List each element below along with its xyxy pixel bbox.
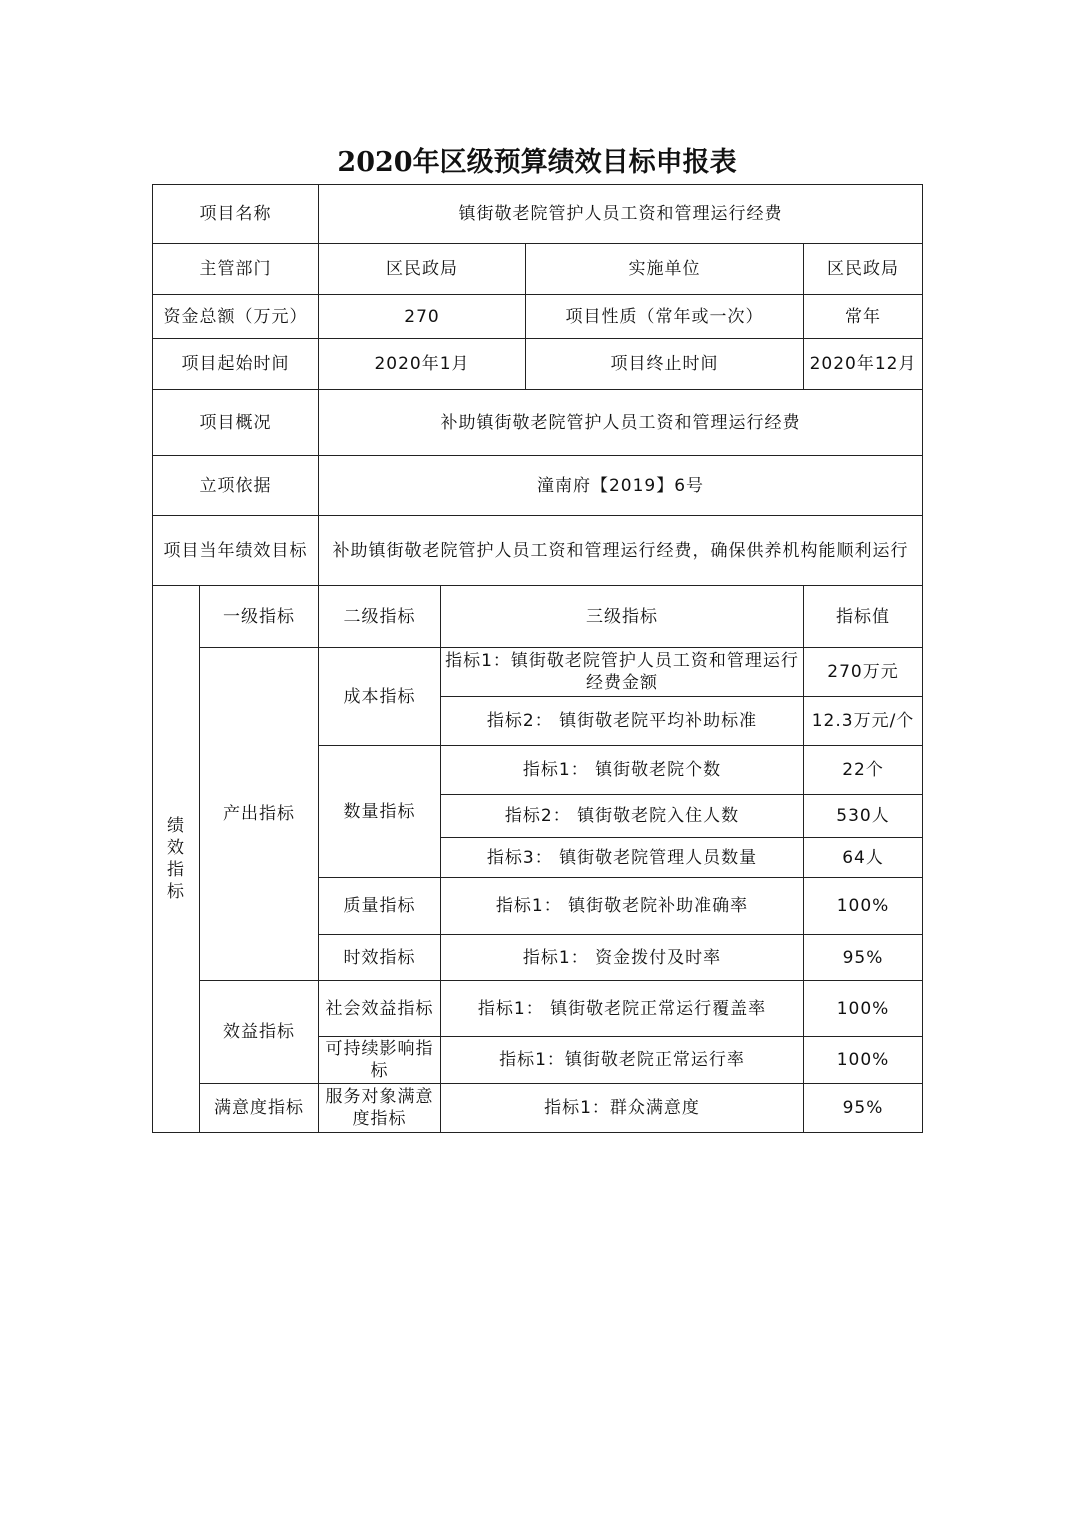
budget-form-table <box>152 184 923 1133</box>
department-label: 主管部门 <box>153 244 319 295</box>
end-time-value: 2020年12月 <box>804 339 923 390</box>
indicator-text: 指标1：镇街敬老院正常运行率 <box>441 1037 804 1084</box>
project-name-value: 镇街敬老院管护人员工资和管理运行经费 <box>319 185 923 244</box>
department-value: 区民政局 <box>319 244 526 295</box>
indicator-text: 指标2： 镇街敬老院平均补助标准 <box>441 697 804 746</box>
overview-label: 项目概况 <box>153 390 319 456</box>
row-indicator-headers <box>153 586 923 648</box>
nature-label: 项目性质（常年或一次） <box>526 295 804 339</box>
start-time-value: 2020年1月 <box>319 339 526 390</box>
value-header: 指标值 <box>804 586 923 648</box>
indicator-text: 指标1：群众满意度 <box>441 1084 804 1133</box>
start-time-label: 项目起始时间 <box>153 339 319 390</box>
benefit-indicator-label: 效益指标 <box>200 981 319 1084</box>
row-basis <box>153 456 923 516</box>
table-row <box>153 648 923 697</box>
timeliness-indicator-label: 时效指标 <box>319 935 441 981</box>
indicator-text: 指标1： 镇街敬老院正常运行覆盖率 <box>441 981 804 1037</box>
cost-indicator-label: 成本指标 <box>319 648 441 746</box>
indicator-value: 530人 <box>804 795 923 838</box>
end-time-label: 项目终止时间 <box>526 339 804 390</box>
row-overview <box>153 390 923 456</box>
project-name-label: 项目名称 <box>153 185 319 244</box>
indicator-value: 12.3万元/个 <box>804 697 923 746</box>
row-funds <box>153 295 923 339</box>
indicator-value: 100% <box>804 981 923 1037</box>
goal-label: 项目当年绩效目标 <box>153 516 319 586</box>
table-row <box>153 1084 923 1133</box>
indicator-text: 指标1： 资金拨付及时率 <box>441 935 804 981</box>
indicator-value: 100% <box>804 878 923 935</box>
indicator-value: 95% <box>804 1084 923 1133</box>
row-time <box>153 339 923 390</box>
row-department <box>153 244 923 295</box>
indicator-value: 22个 <box>804 746 923 795</box>
goal-value: 补助镇街敬老院管护人员工资和管理运行经费，确保供养机构能顺利运行 <box>319 516 923 586</box>
table-row <box>153 981 923 1037</box>
implementing-unit-label: 实施单位 <box>526 244 804 295</box>
indicator-value: 64人 <box>804 838 923 878</box>
indicator-text: 指标1： 镇街敬老院个数 <box>441 746 804 795</box>
basis-label: 立项依据 <box>153 456 319 516</box>
level2-header: 二级指标 <box>319 586 441 648</box>
overview-value: 补助镇街敬老院管护人员工资和管理运行经费 <box>319 390 923 456</box>
funds-label: 资金总额（万元） <box>153 295 319 339</box>
quantity-indicator-label: 数量指标 <box>319 746 441 878</box>
funds-value: 270 <box>319 295 526 339</box>
output-indicator-label: 产出指标 <box>200 648 319 981</box>
indicator-text: 指标3： 镇街敬老院管理人员数量 <box>441 838 804 878</box>
level1-header: 一级指标 <box>200 586 319 648</box>
performance-indicators-label <box>153 586 200 1133</box>
service-satisfaction-label: 服务对象满意度指标 <box>319 1084 441 1133</box>
indicator-text: 指标1： 镇街敬老院补助准确率 <box>441 878 804 935</box>
indicator-value: 95% <box>804 935 923 981</box>
nature-value: 常年 <box>804 295 923 339</box>
indicator-text: 指标1：镇街敬老院管护人员工资和管理运行经费金额 <box>441 648 804 697</box>
implementing-unit-value: 区民政局 <box>804 244 923 295</box>
quality-indicator-label: 质量指标 <box>319 878 441 935</box>
row-project-name <box>153 185 923 244</box>
performance-indicators-text: 绩效指标 <box>167 816 185 902</box>
satisfaction-indicator-label: 满意度指标 <box>200 1084 319 1133</box>
row-goal <box>153 516 923 586</box>
level3-header: 三级指标 <box>441 586 804 648</box>
indicator-value: 100% <box>804 1037 923 1084</box>
basis-value: 潼南府【2019】6号 <box>319 456 923 516</box>
sustainability-label: 可持续影响指标 <box>319 1037 441 1084</box>
social-benefit-label: 社会效益指标 <box>319 981 441 1037</box>
indicator-value: 270万元 <box>804 648 923 697</box>
page-title: 2020年区级预算绩效目标申报表 <box>337 147 737 178</box>
indicator-text: 指标2： 镇街敬老院入住人数 <box>441 795 804 838</box>
